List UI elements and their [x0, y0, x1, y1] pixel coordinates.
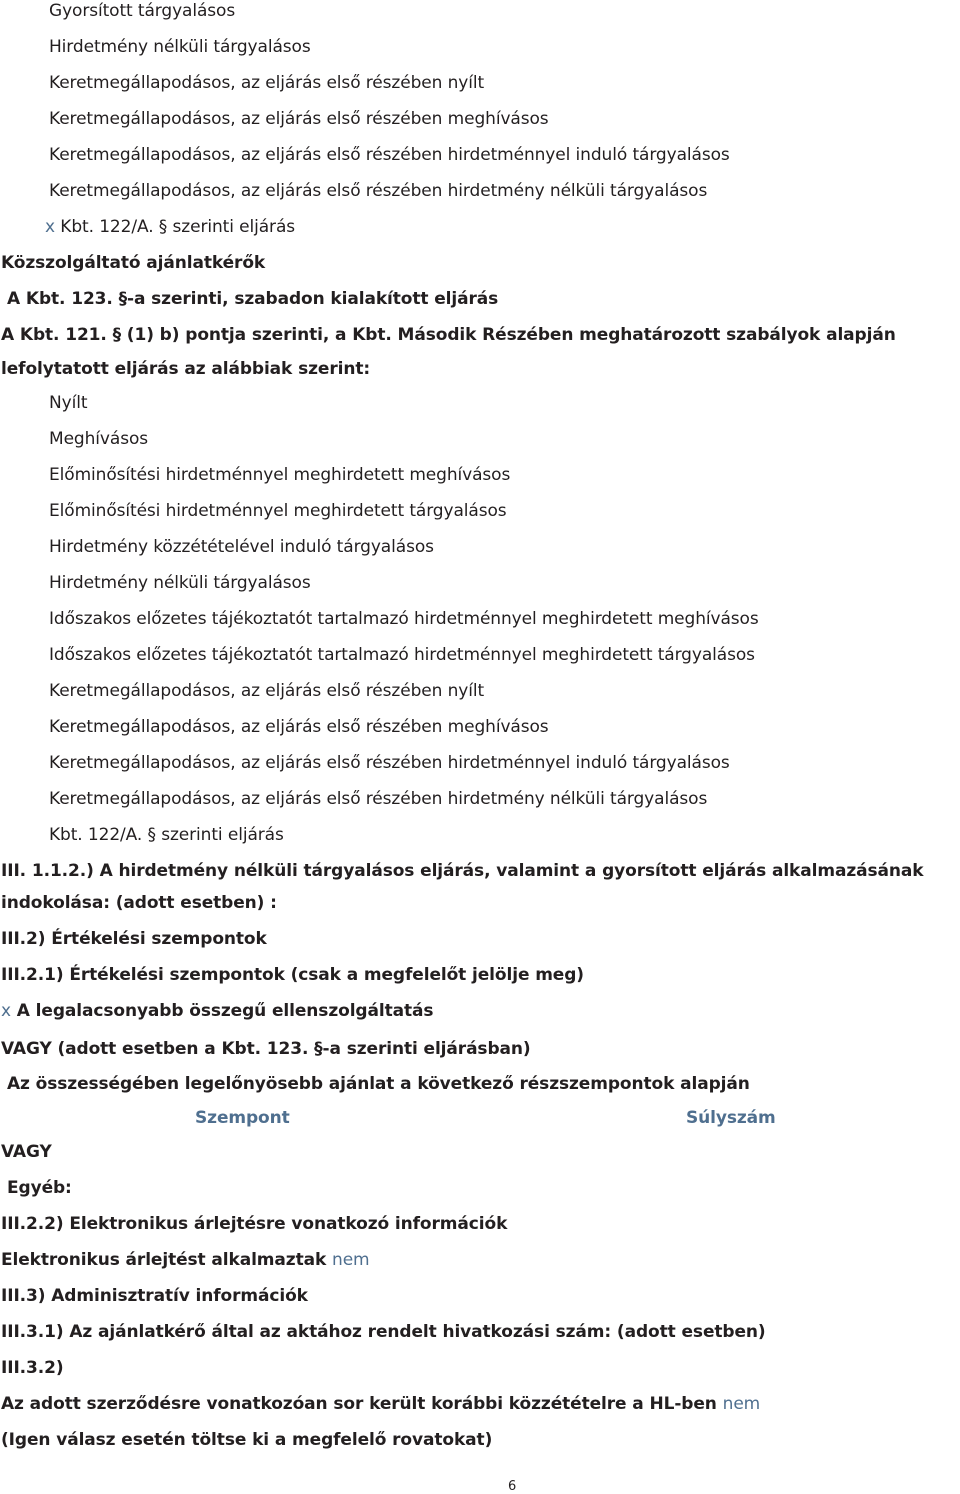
selected-marker: x: [45, 217, 55, 237]
option-label: Kbt. 122/A. § szerinti eljárás: [60, 217, 296, 237]
section-heading: Közszolgáltató ajánlatkérők: [1, 253, 266, 273]
hl-label: Az adott szerződésre vonatkozóan sor került korábbi közzétételre a HL-ben: [1, 1394, 717, 1414]
section-iii22: III.2.2) Elektronikus árlejtésre vonatkozó információk: [1, 1214, 508, 1234]
vagy-label: VAGY: [1, 1142, 52, 1162]
procedure-kbt121: A Kbt. 121. § (1) b) pontja szerinti, a Kbt. Második Részében meghatározott szabályok alapján: [1, 325, 896, 345]
section-iii112: III. 1.1.2.) A hirdetmény nélküli tárgyalásos eljárás, valamint a gyorsított eljárás alkalmazásának: [1, 861, 924, 881]
list-item: Előminősítési hirdetménnyel meghirdetett tárgyalásos: [49, 501, 507, 521]
list-item: Keretmegállapodásos, az eljárás első részében hirdetmény nélküli tárgyalásos: [49, 789, 708, 809]
list-item: Keretmegállapodásos, az eljárás első részében meghívásos: [49, 109, 549, 129]
arlejtes-value: nem: [332, 1250, 370, 1270]
list-item: Időszakos előzetes tájékoztatót tartalmazó hirdetménnyel meghirdetett meghívásos: [49, 609, 759, 629]
list-item: Keretmegállapodásos, az eljárás első részében nyílt: [49, 73, 485, 93]
list-item: Hirdetmény közzétételével induló tárgyalásos: [49, 537, 434, 557]
lowest-price-option: [1, 1000, 433, 1022]
procedure-kbt121-cont: lefolytatott eljárás az alábbiak szerint:: [1, 359, 371, 379]
list-item: Hirdetmény nélküli tárgyalásos: [49, 573, 311, 593]
arlejtes-label: Elektronikus árlejtést alkalmaztak: [1, 1250, 327, 1270]
hl-value: nem: [722, 1394, 761, 1414]
section-iii3: III.3) Adminisztratív információk: [1, 1286, 308, 1306]
list-item: Előminősítési hirdetménnyel meghirdetett meghívásos: [49, 465, 511, 485]
vagy-kbt123: VAGY (adott esetben a Kbt. 123. §-a szerinti eljárásban): [1, 1039, 531, 1059]
hl-note: (Igen válasz esetén töltse ki a megfelelő rovatokat): [1, 1430, 493, 1450]
kbt122-option: [45, 216, 295, 238]
list-item: Nyílt: [49, 393, 88, 413]
list-item: Hirdetmény nélküli tárgyalásos: [49, 37, 311, 57]
selected-marker: x: [1, 1001, 11, 1021]
arlejtes-row: [1, 1249, 370, 1271]
list-item: Kbt. 122/A. § szerinti eljárás: [49, 825, 284, 845]
option-label: A legalacsonyabb összegű ellenszolgáltatás: [16, 1001, 434, 1021]
hl-row: [1, 1393, 760, 1415]
page-number: 6: [508, 1479, 517, 1494]
section-iii31: III.3.1) Az ajánlatkérő által az aktához rendelt hivatkozási szám: (adott esetben): [1, 1322, 766, 1342]
section-iii2: III.2) Értékelési szempontok: [1, 929, 267, 949]
list-item: Időszakos előzetes tájékoztatót tartalmazó hirdetménnyel meghirdetett tárgyalásos: [49, 645, 755, 665]
list-item: Keretmegállapodásos, az eljárás első részében nyílt: [49, 681, 485, 701]
section-iii21: III.2.1) Értékelési szempontok (csak a megfelelőt jelölje meg): [1, 965, 584, 985]
list-item: Keretmegállapodásos, az eljárás első részében hirdetmény nélküli tárgyalásos: [49, 181, 708, 201]
list-item: Keretmegállapodásos, az eljárás első részében hirdetménnyel induló tárgyalásos: [49, 145, 730, 165]
column-header-sulyszam: Súlyszám: [686, 1108, 776, 1128]
section-iii32: III.3.2): [1, 1358, 64, 1378]
osszessegeben-option: Az összességében legelőnyösebb ajánlat a következő részszempontok alapján: [7, 1074, 750, 1094]
list-item: Keretmegállapodásos, az eljárás első részében meghívásos: [49, 717, 549, 737]
section-iii112-cont: indokolása: (adott esetben) :: [1, 893, 277, 913]
column-header-szempont: Szempont: [195, 1108, 290, 1128]
egyeb-label: Egyéb:: [7, 1178, 72, 1198]
list-item: Meghívásos: [49, 429, 149, 449]
list-item: Keretmegállapodásos, az eljárás első részében hirdetménnyel induló tárgyalásos: [49, 753, 730, 773]
procedure-kbt123: A Kbt. 123. §-a szerinti, szabadon kialakított eljárás: [7, 289, 499, 309]
list-item: Gyorsított tárgyalásos: [49, 1, 236, 21]
